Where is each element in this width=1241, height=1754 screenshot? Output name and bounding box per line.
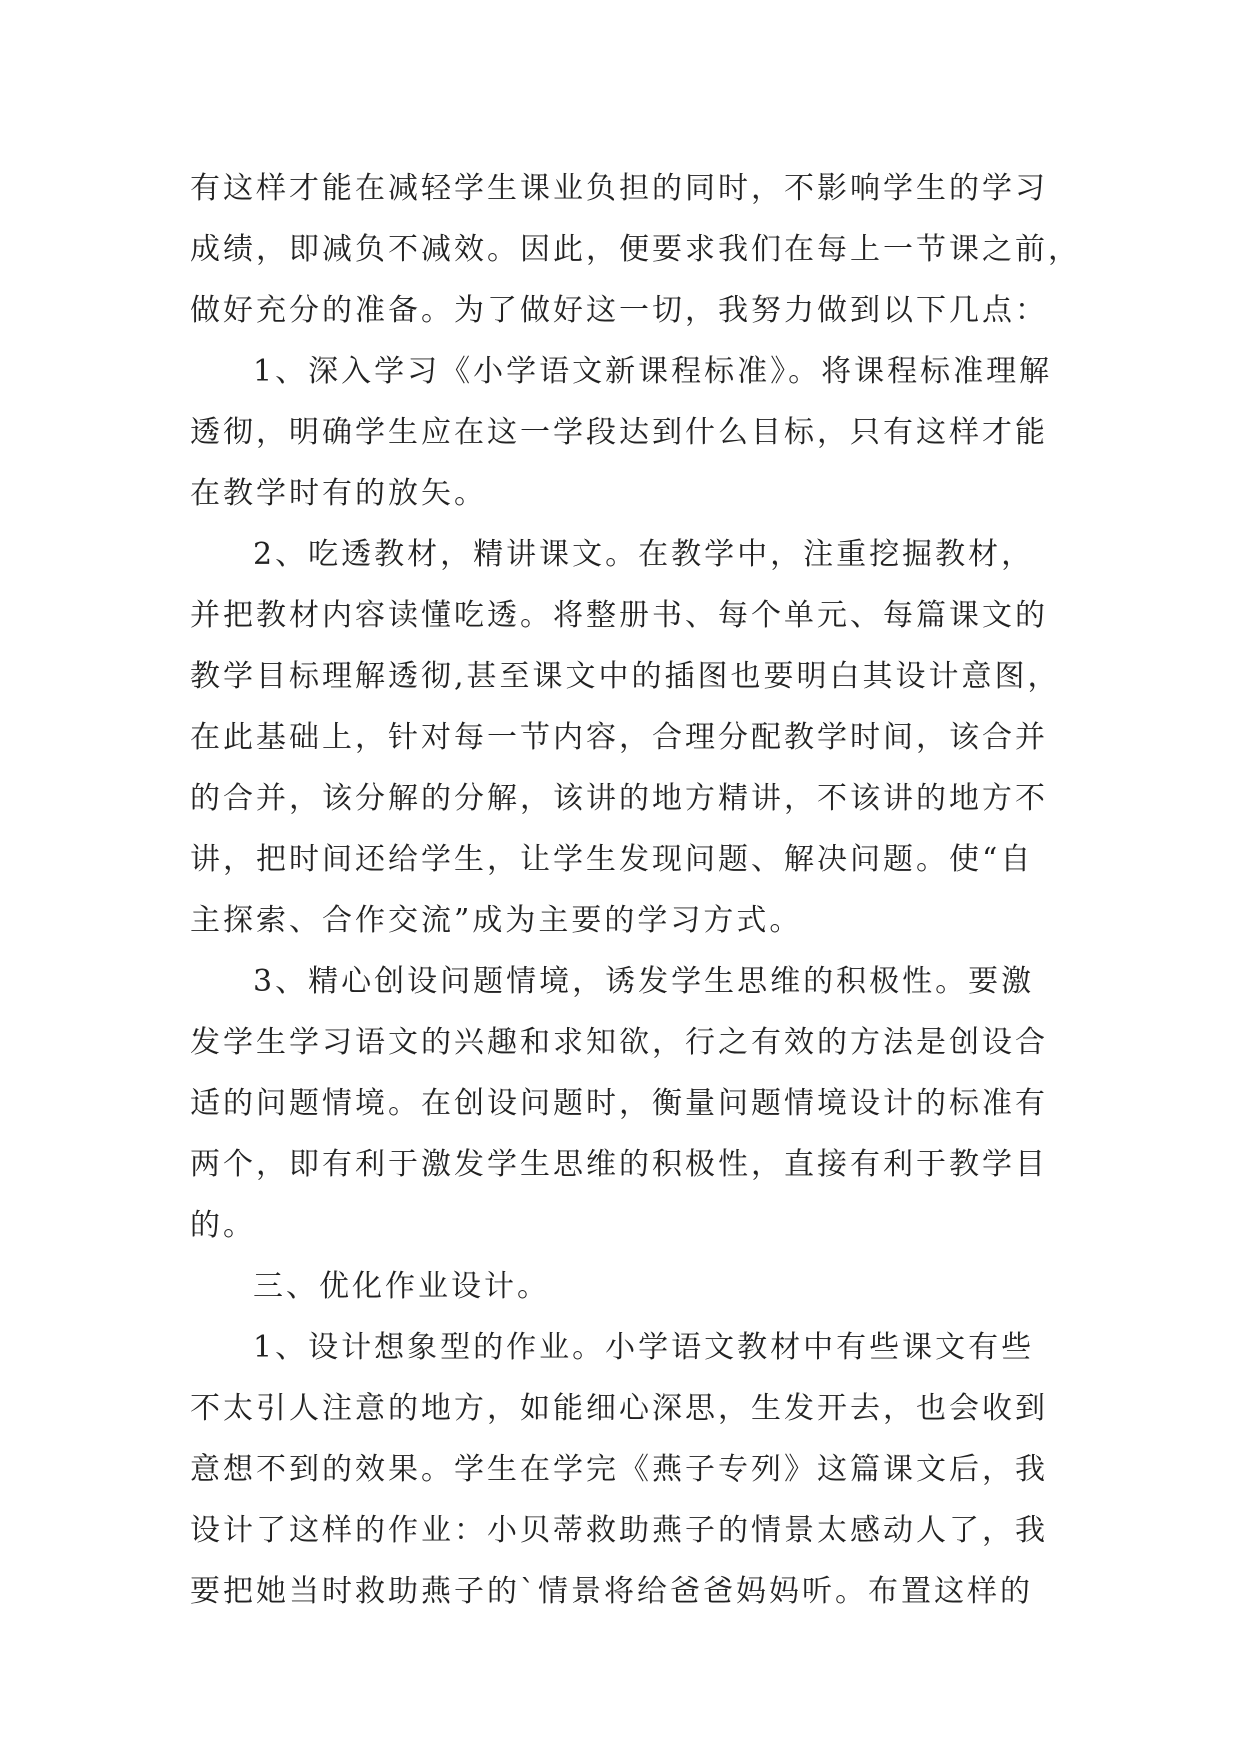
text-line: 透彻，明确学生应在这一学段达到什么目标，只有这样才能: [190, 415, 1048, 450]
text-line: 有这样才能在减轻学生课业负担的同时，不影响学生的学习: [190, 171, 1048, 206]
text-line: 2、吃透教材，精讲课文。在教学中，注重挖掘教材，: [253, 537, 1035, 572]
text-line: 要把她当时救助燕子的`情景将给爸爸妈妈听。布置这样的: [190, 1574, 1033, 1609]
text-line: 设计了这样的作业：小贝蒂救助燕子的情景太感动人了，我: [190, 1513, 1048, 1548]
text-line: 适的问题情境。在创设问题时，衡量问题情境设计的标准有: [190, 1086, 1048, 1121]
text-line: 1、深入学习《小学语文新课程标准》。将课程标准理解: [253, 354, 1053, 389]
text-line: 3、精心创设问题情境，诱发学生思维的积极性。要激: [253, 964, 1035, 999]
text-line: 意想不到的效果。学生在学完《燕子专列》这篇课文后，我: [190, 1452, 1048, 1487]
text-line: 三、优化作业设计。: [253, 1269, 550, 1304]
text-line: 两个，即有利于激发学生思维的积极性，直接有利于教学目: [190, 1147, 1048, 1182]
text-line: 的。: [190, 1208, 256, 1243]
text-line: 成绩，即减负不减效。因此，便要求我们在每上一节课之前，: [190, 232, 1081, 267]
text-line: 1、设计想象型的作业。小学语文教材中有些课文有些: [253, 1330, 1035, 1365]
text-line: 讲，把时间还给学生，让学生发现问题、解决问题。使“自: [190, 842, 1034, 877]
text-line: 不太引人注意的地方，如能细心深思，生发开去，也会收到: [190, 1391, 1048, 1426]
text-line: 并把教材内容读懂吃透。将整册书、每个单元、每篇课文的: [190, 598, 1048, 633]
text-line: 在教学时有的放矢。: [190, 476, 487, 511]
text-line: 的合并，该分解的分解，该讲的地方精讲，不该讲的地方不: [190, 781, 1048, 816]
text-line: 在此基础上，针对每一节内容，合理分配教学时间，该合并: [190, 720, 1048, 755]
text-line: 主探索、合作交流”成为主要的学习方式。: [190, 903, 803, 938]
text-line: 做好充分的准备。为了做好这一切，我努力做到以下几点：: [190, 293, 1048, 328]
document-body: [190, 158, 1081, 1622]
text-line: 发学生学习语文的兴趣和求知欲，行之有效的方法是创设合: [190, 1025, 1048, 1060]
text-line: 教学目标理解透彻,甚至课文中的插图也要明白其设计意图，: [190, 659, 1061, 694]
